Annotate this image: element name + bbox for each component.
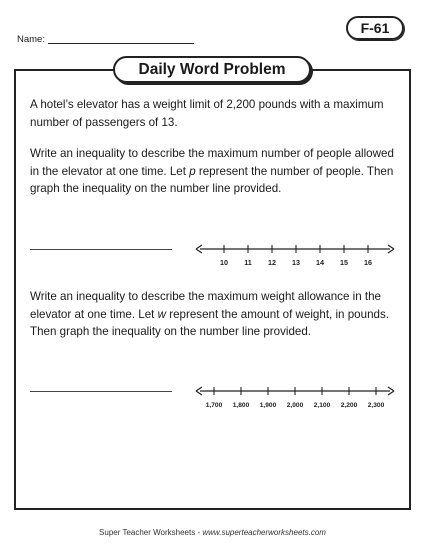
question-2-variable: w — [157, 307, 166, 321]
tick-label: 2,200 — [340, 402, 358, 409]
question-1-text-start: Write an inequality to describe the maximum number of people allowed in the elevator at one time. Let — [30, 147, 394, 178]
footer-url: www.superteacherworksheets.com — [202, 528, 326, 537]
footer-site-name: Super Teacher Worksheets - — [99, 528, 203, 537]
tick-label: 13 — [292, 258, 300, 267]
tick-label: 1,900 — [259, 402, 277, 409]
tick-label: 2,100 — [313, 402, 331, 409]
name-field-row — [17, 34, 194, 45]
tick-label: 15 — [340, 258, 348, 267]
tick-label: 2,000 — [286, 402, 304, 409]
tick-label: 1,700 — [205, 402, 223, 409]
tick-label: 2,300 — [367, 402, 385, 409]
footer — [0, 528, 425, 537]
tick-label: 1,800 — [232, 402, 250, 409]
tick-label: 12 — [268, 258, 276, 267]
answer-line-1[interactable] — [30, 249, 172, 250]
problem-intro: A hotel’s elevator has a weight limit of 2,200 pounds with a maximum number of passengers of 13. — [30, 98, 384, 129]
question-1 — [30, 145, 398, 198]
number-line-1 — [196, 241, 394, 271]
name-label: Name: — [17, 34, 45, 45]
question-2-text-end: represent the amount of weight, in pounds. Then graph the inequality on the number line provided. — [30, 307, 389, 338]
question-2-text-start: Write an inequality to describe the maximum weight allowance in the elevator at one time. Let — [30, 290, 381, 321]
question-1-text-end: represent the number of people. Then graph the inequality on the number line provided. — [30, 164, 394, 195]
tick-label: 10 — [220, 258, 228, 267]
tick-label: 14 — [316, 258, 324, 267]
name-line[interactable] — [48, 43, 194, 44]
tick-label: 16 — [364, 258, 372, 267]
question-2 — [30, 288, 398, 341]
answer-line-2[interactable] — [30, 391, 172, 392]
tick-label: 11 — [244, 258, 252, 267]
worksheet-code-badge: F-61 — [346, 16, 404, 40]
question-1-variable: p — [189, 164, 196, 178]
page-title: Daily Word Problem — [113, 56, 311, 83]
number-line-2 — [196, 383, 394, 413]
